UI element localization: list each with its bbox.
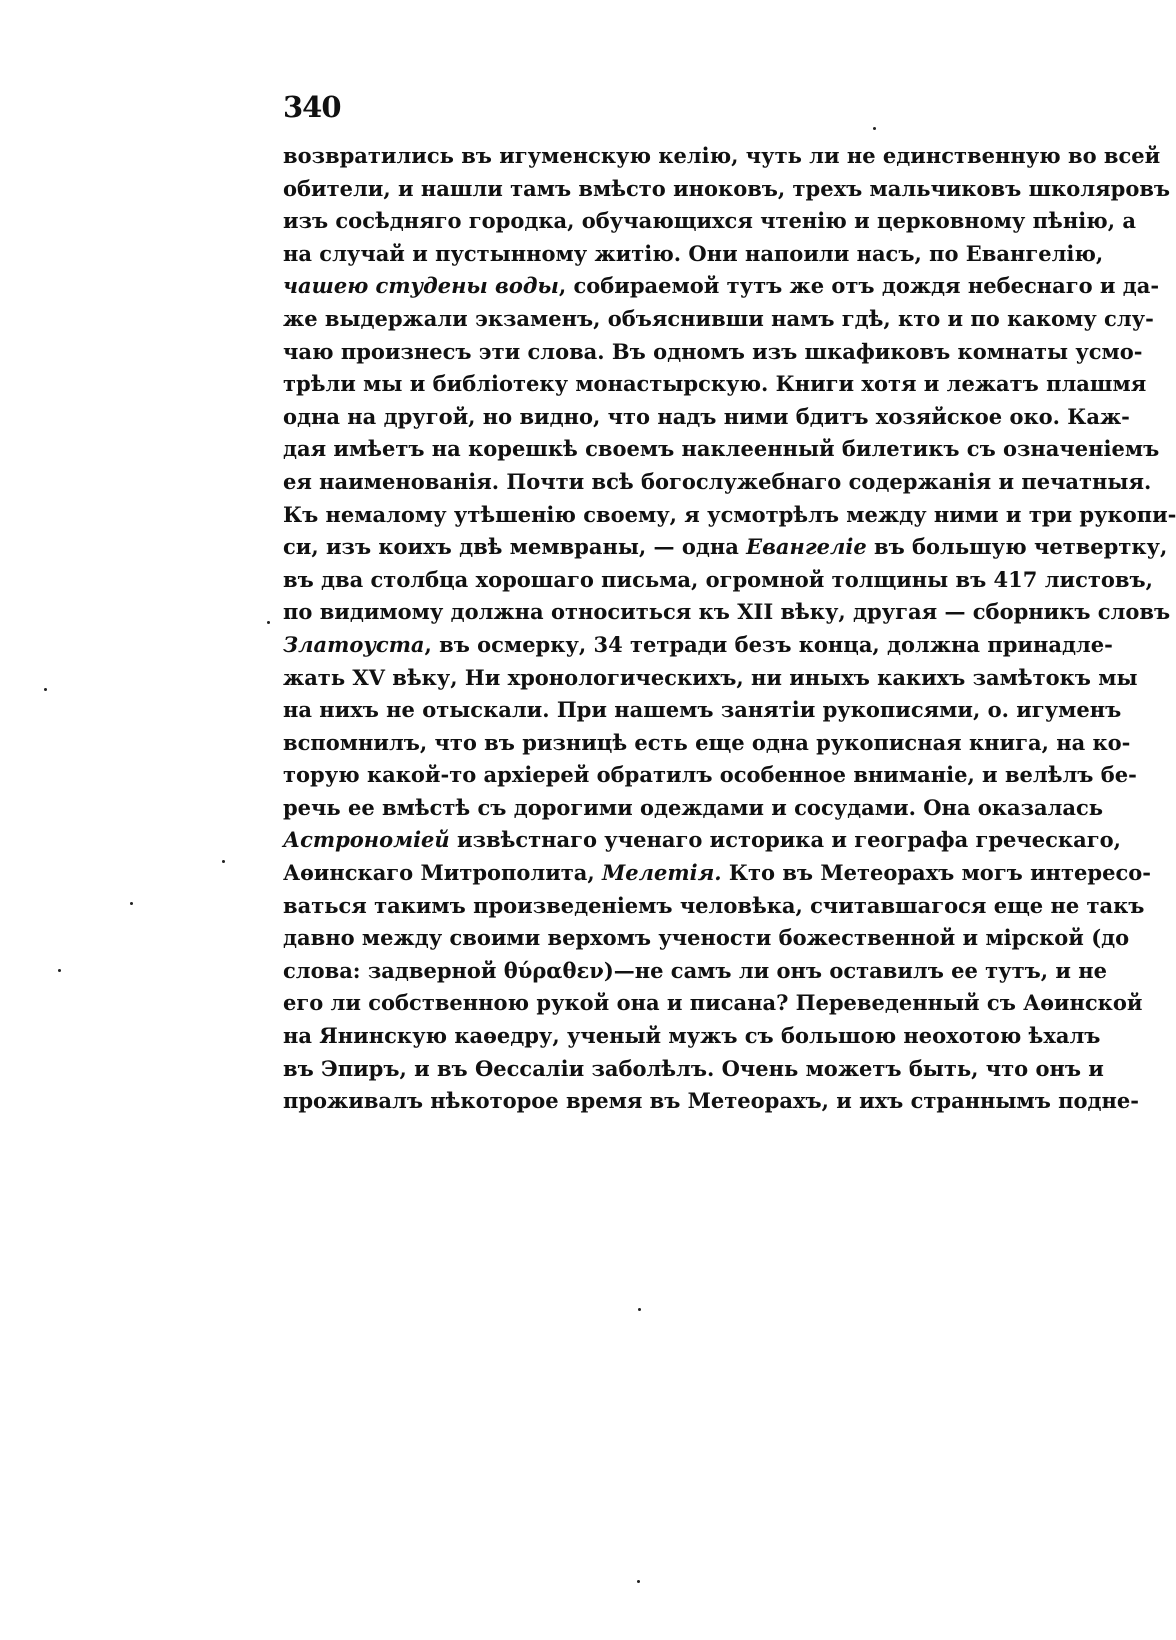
scan-speck [638,1308,641,1311]
text-line [283,1053,1104,1086]
scan-speck [637,1580,640,1583]
text-line [283,792,1104,825]
text-line [283,759,1137,792]
text-segment: изъ сосѣдняго городка, обучающихся чтенію и церковному пѣнію, а [283,208,1136,234]
text-segment: на нихъ не отыскали. При нашемъ занятіи рукописями, о. игуменъ [283,697,1122,723]
text-segment: , въ осмерку, 34 тетради безъ конца, должна принадле- [424,631,1113,657]
text-line [283,662,1138,695]
text-segment: вспомнилъ, что въ ризницѣ есть еще одна рукописная книга, на ко- [283,729,1131,755]
text-segment: , собираемой тутъ же отъ дождя небеснаго и да- [558,273,1160,299]
text-segment: проживалъ нѣкоторое время въ Метеорахъ, и ихъ страннымъ подне- [283,1088,1139,1114]
text-segment: возвратились въ игуменскую келію, чуть ли не единственную во всей [283,143,1161,168]
text-line [283,955,1107,988]
text-segment: на случай и пустынному житію. Они напоили насъ, по Евангелію, [283,240,1104,266]
scan-speck [130,902,133,905]
text-segment: же выдержали экзаменъ, объяснивши намъ гдѣ, кто и по какому слу- [283,305,1154,331]
text-line [283,596,1171,629]
text-segment: въ большую четвертку, [866,534,1168,560]
body-text [283,140,1176,1118]
text-segment: извѣстнаго ученаго историка и географа греческаго, [449,827,1121,853]
scan-speck [873,127,876,130]
text-segment: Аѳинскаго Митрополита, [283,860,603,886]
text-line [283,564,1153,597]
text-segment: въ Эпиръ, и въ Ѳессаліи заболѣлъ. Очень можетъ быть, что онъ и [283,1055,1104,1081]
italic-phrase: чашею студены воды [283,273,559,299]
text-segment: си, изъ коихъ двѣ мемвраны, — одна [283,534,747,560]
text-segment: ея наименованія. Почти всѣ богослужебнаго содержанія и печатныя. [283,468,1152,494]
text-line [283,173,1171,206]
scan-speck [44,688,47,691]
text-line [283,499,1176,532]
text-segment: ваться такимъ произведеніемъ человѣка, считавшагося еще не такъ [283,892,1145,918]
text-line [283,694,1122,727]
text-segment: давно между своими верхомъ учености божественной и мірской (до [283,925,1130,951]
text-segment: чаю произнесъ эти слова. Въ одномъ изъ шкафиковъ комнаты усмо- [283,338,1143,364]
text-line [283,401,1130,434]
text-segment: въ два столбца хорошаго письма, огромной толщины въ 417 листовъ, [283,566,1153,592]
text-line [283,531,1168,564]
text-line [283,1085,1139,1118]
italic-phrase: Златоуста [283,631,425,657]
text-line [283,238,1104,271]
scan-speck [267,621,270,624]
text-line [283,824,1121,857]
text-line [283,303,1154,336]
text-segment: Къ немалому утѣшенію своему, я усмотрѣлъ между ними и три рукопи- [283,501,1176,527]
text-segment: трѣли мы и библіотеку монастырскую. Книги хотя и лежатъ плашмя [283,371,1147,397]
text-line [283,987,1143,1020]
text-line [283,466,1152,499]
text-segment: дая имѣетъ на корешкѣ своемъ наклеенный билетикъ съ означеніемъ [283,436,1160,462]
text-segment: торую какой-то архіерей обратилъ особенное вниманіе, и велѣлъ бе- [283,762,1137,788]
text-line [283,727,1131,760]
text-line [283,857,1151,890]
text-segment: речь ее вмѣстѣ съ дорогими одеждами и сосудами. Она оказалась [283,794,1104,820]
text-line [283,922,1130,955]
text-line [283,368,1147,401]
text-segment: одна на другой, но видно, что надъ ними бдитъ хозяйское око. Каж- [283,403,1130,429]
text-line [283,270,1160,303]
text-segment: слова: задверной θύραθεν)—не самъ ли онъ оставилъ ее тутъ, и не [283,957,1107,983]
text-line [283,629,1113,662]
text-line [283,140,1161,173]
page-number: 340 [283,90,341,124]
text-segment: на Янинскую каѳедру, ученый мужъ съ большою неохотою ѣхалъ [283,1023,1101,1049]
text-segment: по видимому должна относиться къ XII вѣку, другая — сборникъ словъ [283,599,1171,625]
text-line [283,1020,1101,1053]
text-line [283,890,1145,923]
text-segment: жать XV вѣку, Ни хронологическихъ, ни иныхъ какихъ замѣтокъ мы [283,664,1138,690]
scan-speck [58,969,61,972]
text-line [283,205,1136,238]
text-line [283,433,1160,466]
text-segment: обители, и нашли тамъ вмѣсто иноковъ, трехъ мальчиковъ школяровъ [283,175,1171,201]
italic-phrase: Астрономіей [283,827,450,853]
scan-speck [222,860,225,863]
text-segment: его ли собственною рукой она и писана? Переведенный съ Аѳинской [283,990,1143,1016]
italic-phrase: Евангеліе [746,534,867,560]
text-segment: Кто въ Метеорахъ могъ интересо- [721,860,1151,886]
italic-phrase: Мелетія. [602,860,722,886]
text-line [283,336,1143,369]
